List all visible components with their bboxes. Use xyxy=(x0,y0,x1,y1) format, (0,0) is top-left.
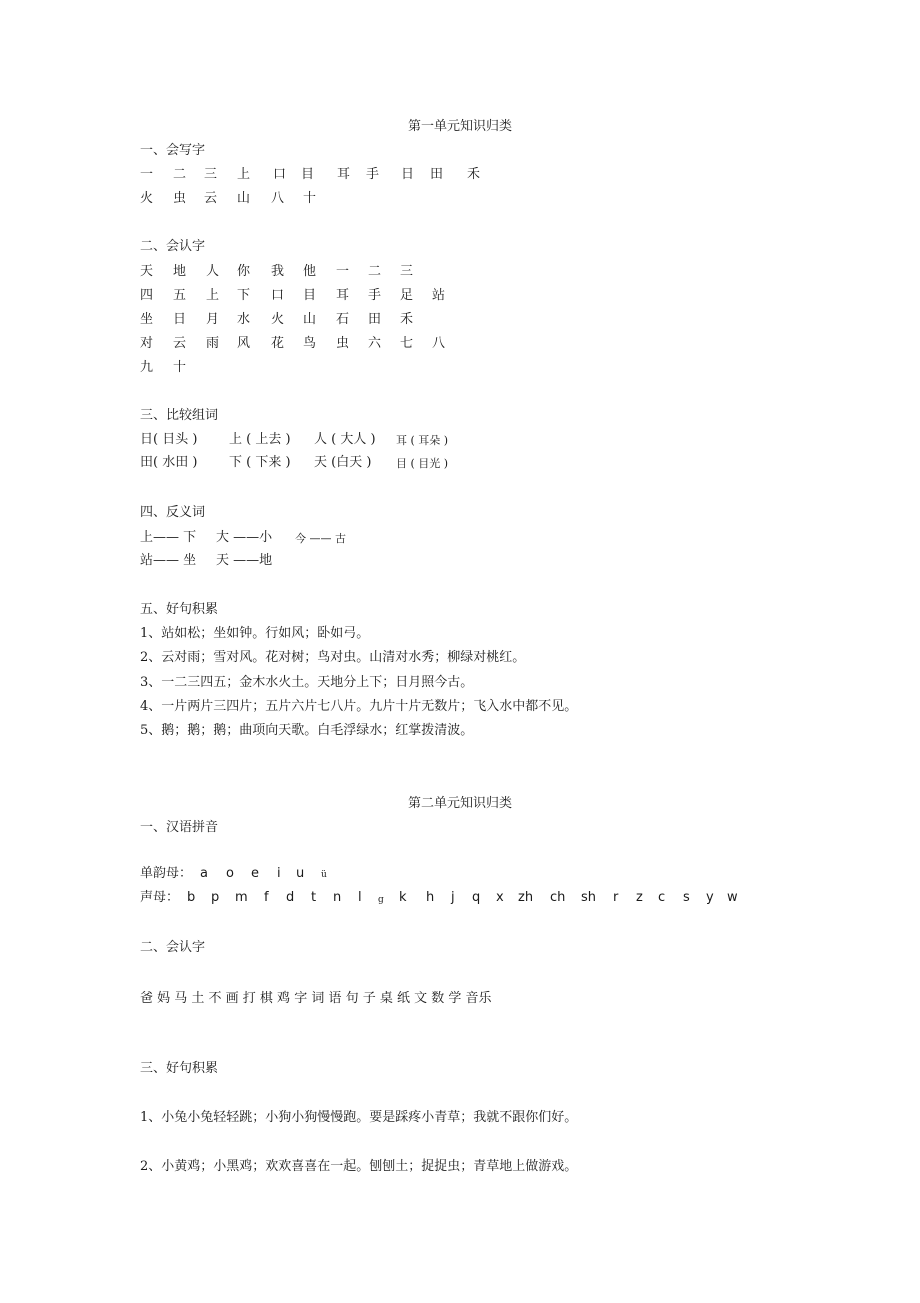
pinyin-initial: n xyxy=(333,890,342,905)
pinyin-initial: t xyxy=(311,890,317,905)
char: 地 xyxy=(173,264,187,279)
antonyms-heading: 四、反义词 xyxy=(140,505,206,520)
char: 火 xyxy=(271,312,285,327)
pinyin-initial: b xyxy=(187,890,196,905)
compare-heading: 三、比较组词 xyxy=(140,408,219,423)
finals-label: 单韵母： xyxy=(140,866,193,881)
char: 十 xyxy=(303,191,317,206)
sentence-item: 2、云对雨；雪对风。花对树；鸟对虫。山清对水秀；柳绿对桃红。 xyxy=(140,650,526,665)
compare-pair: 下 ( 下来 ) xyxy=(229,455,291,470)
char: 虫 xyxy=(173,191,187,206)
pinyin-initial: h xyxy=(426,890,435,905)
pinyin-initial: q xyxy=(472,890,481,905)
char: 你 xyxy=(237,264,251,279)
pinyin-initial: j xyxy=(451,890,455,905)
char: 足 xyxy=(400,288,414,303)
pinyin-final: o xyxy=(226,866,234,881)
antonym-pair: 天 ——地 xyxy=(216,553,273,568)
char: 禾 xyxy=(400,312,414,327)
char: 水 xyxy=(237,312,251,327)
sentence-item: 1、小兔小兔轻轻跳；小狗小狗慢慢跑。要是踩疼小青草；我就不跟你们好。 xyxy=(140,1110,578,1125)
char: 山 xyxy=(237,191,251,206)
sentence-item: 1、站如松；坐如钟。行如风；卧如弓。 xyxy=(140,626,370,641)
char: 目 xyxy=(303,288,317,303)
pinyin-final: u xyxy=(296,866,305,881)
sentence-item: 4、一片两片三四片；五片六片七八片。九片十片无数片；飞入水中都不见。 xyxy=(140,699,578,714)
pinyin-initial: d xyxy=(286,890,295,905)
char: 七 xyxy=(400,336,414,351)
char: 三 xyxy=(400,264,414,279)
antonym-pair: 大 ——小 xyxy=(216,530,273,545)
char: 石 xyxy=(336,312,350,327)
char: 目 xyxy=(301,167,315,182)
char: 月 xyxy=(206,312,220,327)
pinyin-initial: r xyxy=(613,890,619,905)
sentence-item: 5、鹅；鹅；鹅；曲项向天歌。白毛浮绿水；红掌拨清波。 xyxy=(140,723,474,738)
char: 虫 xyxy=(336,336,350,351)
char: 天 xyxy=(140,264,154,279)
write-heading: 一、会写字 xyxy=(140,143,206,158)
pinyin-initial: z xyxy=(636,890,643,905)
char: 上 xyxy=(206,288,220,303)
char: 下 xyxy=(237,288,251,303)
compare-pair: 人 ( 大人 ) xyxy=(314,432,376,447)
char: 他 xyxy=(303,264,317,279)
char: 二 xyxy=(368,264,382,279)
char: 云 xyxy=(204,191,218,206)
char: 山 xyxy=(303,312,317,327)
compare-pair: 耳 ( 耳朵 ) xyxy=(396,434,449,447)
pinyin-initial: y xyxy=(706,890,714,905)
char: 站 xyxy=(432,288,446,303)
pinyin-final: a xyxy=(200,866,208,881)
compare-pair: 上 ( 上去 ) xyxy=(229,432,291,447)
char: 花 xyxy=(271,336,285,351)
pinyin-final: e xyxy=(251,866,259,881)
pinyin-heading: 一、汉语拼音 xyxy=(140,820,219,835)
char: 日 xyxy=(173,312,187,327)
sentences2-heading: 三、好句积累 xyxy=(140,1061,219,1076)
char: 雨 xyxy=(206,336,220,351)
recognize-heading: 二、会认字 xyxy=(140,239,206,254)
char: 对 xyxy=(140,336,154,351)
char: 八 xyxy=(432,336,446,351)
char: 手 xyxy=(368,288,382,303)
pinyin-initial: s xyxy=(683,890,690,905)
char: 火 xyxy=(140,191,154,206)
pinyin-initial: c xyxy=(658,890,666,905)
pinyin-initial: g xyxy=(378,895,384,905)
unit2-title: 第二单元知识归类 xyxy=(407,796,512,811)
compare-pair: 田( 水田 ) xyxy=(140,455,198,470)
char: 日 xyxy=(401,167,415,182)
char: 口 xyxy=(271,288,285,303)
antonym-pair: 今 —— 古 xyxy=(295,532,346,545)
char: 田 xyxy=(368,312,382,327)
antonym-pair: 上—— 下 xyxy=(140,530,197,545)
char: 田 xyxy=(430,167,444,182)
pinyin-initial: ch xyxy=(550,890,566,905)
pinyin-initial: l xyxy=(358,890,362,905)
char: 二 xyxy=(173,167,187,182)
pinyin-initial: k xyxy=(399,890,407,905)
recognize2-chars: 爸 妈 马 土 不 画 打 棋 鸡 字 词 语 句 子 桌 纸 文 数 学 音乐 xyxy=(140,991,492,1006)
char: 鸟 xyxy=(303,336,317,351)
char: 手 xyxy=(366,167,380,182)
char: 坐 xyxy=(140,312,154,327)
char: 四 xyxy=(140,288,154,303)
pinyin-final: i xyxy=(277,866,281,881)
char: 云 xyxy=(173,336,187,351)
sentences-heading: 五、好句积累 xyxy=(140,602,219,617)
unit1-title: 第一单元知识归类 xyxy=(407,119,512,134)
char: 耳 xyxy=(337,167,351,182)
initials-label: 声母： xyxy=(140,890,180,905)
char: 禾 xyxy=(467,167,481,182)
char: 人 xyxy=(206,264,220,279)
pinyin-final: ü xyxy=(321,870,327,880)
pinyin-initial: zh xyxy=(518,890,534,905)
char: 风 xyxy=(237,336,251,351)
char: 一 xyxy=(140,167,154,182)
char: 我 xyxy=(271,264,285,279)
compare-pair: 目 ( 目光 ) xyxy=(396,457,449,470)
compare-pair: 日( 日头 ) xyxy=(140,432,198,447)
char: 十 xyxy=(173,360,187,375)
sentence-item: 2、小黄鸡；小黑鸡；欢欢喜喜在一起。刨刨土；捉捉虫；青草地上做游戏。 xyxy=(140,1159,578,1174)
char: 三 xyxy=(204,167,218,182)
char: 上 xyxy=(237,167,251,182)
char: 口 xyxy=(273,167,287,182)
sentence-item: 3、一二三四五；金木水火土。天地分上下；日月照今古。 xyxy=(140,675,474,690)
char: 五 xyxy=(173,288,187,303)
pinyin-initial: x xyxy=(496,890,504,905)
char: 一 xyxy=(336,264,350,279)
pinyin-initial: f xyxy=(264,890,269,905)
char: 六 xyxy=(368,336,382,351)
char: 耳 xyxy=(336,288,350,303)
recognize2-heading: 二、会认字 xyxy=(140,940,206,955)
antonym-pair: 站—— 坐 xyxy=(140,553,197,568)
pinyin-initial: w xyxy=(727,890,738,905)
pinyin-initial: sh xyxy=(581,890,597,905)
pinyin-initial: p xyxy=(211,890,220,905)
char: 八 xyxy=(271,191,285,206)
pinyin-initial: m xyxy=(235,890,248,905)
char: 九 xyxy=(140,360,154,375)
compare-pair: 天 (白天 ) xyxy=(314,455,372,470)
